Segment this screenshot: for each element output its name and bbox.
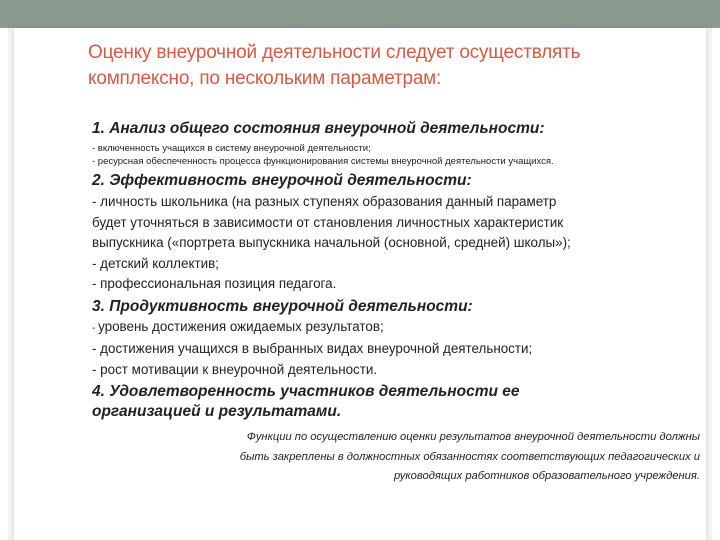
- section-4-heading-line-2: организацией и результатами.: [92, 403, 342, 420]
- section-2-item-2: будет уточняться в зависимости от становления личностных характеристик: [92, 214, 564, 230]
- footer-note: [112, 428, 700, 487]
- section-2-item-3: выпускника («портрета выпускника начальной (основной, средней) школы»);: [92, 235, 571, 250]
- footer-line-3: руководящих работников образовательного учреждения.: [393, 470, 700, 482]
- slide-title: [88, 40, 688, 92]
- section-3-item-2: - достижения учащихся в выбранных видах внеурочной деятельности;: [92, 341, 533, 356]
- section-3-item-1: - уровень достижения ожидаемых результатов;: [92, 318, 384, 334]
- footer-line-2: быть закреплены в должностных обязанностях соответствующих педагогических и: [239, 450, 700, 463]
- section-3-item-3: - рост мотивации к внеурочной деятельности.: [92, 361, 378, 377]
- footer-line-1: Функции по осуществлению оценки результатов внеурочной деятельности должны: [246, 431, 700, 443]
- section-3-heading: 3. Продуктивность внеурочной деятельности:: [92, 297, 473, 315]
- slide-title-line-2: комплексно, по нескольким параметрам:: [88, 68, 442, 89]
- top-band: [0, 0, 720, 28]
- section-4-heading-line-1: 4. Удовлетворенность участников деятельности ее: [92, 383, 520, 400]
- section-2-item-4: - детский коллектив;: [92, 255, 219, 271]
- slide-content: [92, 119, 702, 422]
- section-2-heading: 2. Эффективность внеурочной деятельности:: [92, 172, 472, 189]
- section-2-item-1: - личность школьника (на разных ступенях образования данный параметр: [92, 194, 557, 209]
- slide-title-line-1: Оценку внеурочной деятельности следует осуществлять: [88, 42, 581, 63]
- section-2-item-5: - профессиональная позиция педагога.: [92, 276, 337, 291]
- section-3-item-1-text: уровень достижения ожидаемых результатов;: [98, 318, 384, 334]
- section-1-item-2: - ресурсная обеспеченность процесса функционирования системы внеурочной деятельности учащихся.: [92, 156, 554, 167]
- section-1-item-1: - включенность учащихся в систему внеурочной деятельности;: [92, 143, 371, 154]
- section-1-heading: 1. Анализ общего состояния внеурочной деятельности:: [92, 120, 545, 137]
